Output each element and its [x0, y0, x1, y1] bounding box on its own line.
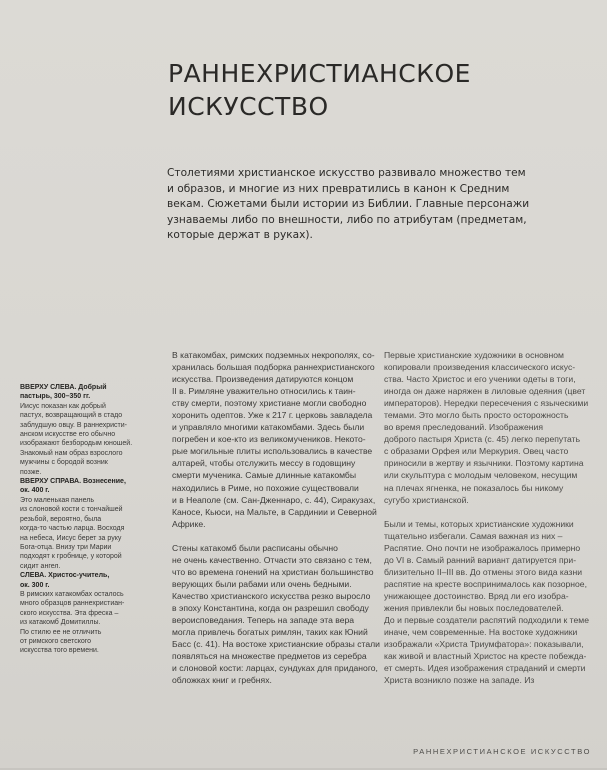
caption-heading-line: ВВЕРХУ СЛЕВА. Добрый [20, 384, 107, 391]
body-line: могла привлечь богатых римлян, таких как Юний [172, 627, 368, 638]
body-line: или скульптура с молодым человеком, несущим [384, 470, 578, 481]
caption-heading-line: ок. 300 г. [20, 581, 50, 589]
paragraph-gap [384, 506, 592, 518]
body-line: и управляло многими катакомбами. Здесь были [172, 422, 365, 433]
caption-text-line: из катакомб Домитиллы. [20, 619, 101, 627]
body-line: сугубо христианской. [384, 494, 469, 505]
body-line: ства. Часто Христос и его ученики одеты в тоги, [384, 374, 576, 385]
body-line: искусства. Произведения датируются концом [172, 374, 354, 385]
body-line: близительно II–III вв. До отмены этого вида казни [384, 566, 583, 577]
body-line: рые могильные плиты использовались в качестве [172, 446, 373, 457]
body-line: II в. Римляне уважительно относились к таин- [172, 386, 356, 397]
caption-text-line: Знакомый нам образ взрослого [20, 449, 123, 457]
body-line: унижающее достоинство. Вряд ли его изобра- [384, 590, 569, 601]
body-line: жения привлекли бы новых последователей. [384, 602, 564, 613]
running-footer: РАННЕХРИСТИАНСКОЕ ИСКУССТВО [413, 747, 591, 756]
body-line: с образами Орфея или Меркурия. Овец часто [384, 446, 569, 457]
body-line: иногда он даже наряжен в лиловые одеяния (цвет [384, 386, 586, 397]
page-title [168, 57, 568, 123]
caption-text-line: много образцов раннехристиан- [20, 600, 125, 608]
caption-heading-line: ВВЕРХУ СПРАВА. Вознесение, [20, 478, 126, 486]
paragraph-gap [172, 530, 380, 542]
caption-top-left [20, 383, 140, 477]
body-line: обложках книг и гребнях. [172, 675, 272, 686]
body-line: не очень качественно. Отчасти это связано с тем, [172, 554, 372, 565]
body-line: изображали «Христа Триумфатора»: показывали, [384, 639, 584, 650]
caption-text-line: когда-то частью ларца. Восходя [20, 525, 125, 533]
caption-text-line: из слоновой кости с тончайшей [20, 506, 123, 514]
caption-text-line: от римского светского [20, 637, 92, 645]
body-line: погребен и кое-кто из великомучеников. Некото- [172, 434, 366, 445]
caption-text-line: заблудшую овцу. В раннехристи- [20, 421, 127, 429]
body-line: ству смерти, поэтому христиане могли свободно [172, 398, 367, 409]
caption-heading [20, 571, 140, 590]
caption-text-line: анском искусстве его обычно [20, 431, 116, 439]
body-line: Африке. [172, 518, 206, 529]
body-line: алтарей, чтобы отслужить мессу в годовщину [172, 458, 356, 469]
body-line: приносили в жертву и язычники. Поэтому картина [384, 458, 584, 469]
body-line: ет смерть. Идея изображения страданий и смерти [384, 663, 586, 674]
body-line: императоров). Нередки пересечения с языческими [384, 398, 589, 409]
caption-text-line: изображают безбородым юношей. [20, 440, 133, 448]
caption-text-line: искусства того времени. [20, 647, 99, 655]
body-line: тщательно избегали. Самая важная из них – [384, 530, 563, 541]
body-line: Качество христианского искусства резко выросло [172, 590, 371, 601]
body-line: Христа возникло позже на западе. Из [384, 675, 535, 686]
body-line: вероисповедания. Теперь на западе эта вера [172, 614, 355, 625]
intro-paragraph [167, 166, 539, 244]
title-line: РАННЕХРИСТИАНСКОЕ [168, 58, 471, 88]
body-line: Стены катакомб были расписаны обычно [172, 542, 338, 553]
body-line: Первые христианские художники в основном [384, 350, 564, 360]
intro-line: которые держат в руках). [167, 229, 313, 242]
caption-text-line: Иисус показан как добрый [20, 402, 106, 410]
body-line: верующих были рабами или очень бедными. [172, 578, 352, 589]
title-line: ИСКУССТВО [168, 91, 329, 121]
caption-heading [20, 383, 140, 402]
body-line: находились в Риме, но похожие существовали [172, 482, 359, 493]
caption-text-line: В римских катакомбах осталось [20, 590, 124, 598]
caption-text-line: По стилю ее не отличить [20, 628, 102, 636]
caption-text-line: на небеса, Иисус берет за руку [20, 534, 122, 542]
body-line: В катакомбах, римских подземных некрополях, со- [172, 350, 375, 360]
intro-line: узнаваемы либо по внешности, либо по атрибутам (предметам, [167, 213, 527, 226]
body-line: Распятие. Оно почти не изображалось примерно [384, 542, 581, 553]
body-line: Были и темы, которых христианские художники [384, 518, 574, 529]
body-line: в эпоху Константина, когда он разрешил свободу [172, 602, 369, 613]
caption-heading-line: пастырь, 300–350 гг. [20, 393, 91, 401]
body-line: копировали произведения классического искус- [384, 362, 576, 373]
intro-line: и образов, и многие из них превратились в канон к Средним [167, 182, 510, 195]
intro-line: векам. Сюжетами были истории из Библии. Главные персонажи [167, 198, 530, 211]
body-line: распятие на кресте воспринималось как позорное, [384, 578, 587, 589]
caption-text-line: сидит ангел. [20, 562, 61, 570]
caption-text-line: резьбой, вероятно, была [20, 515, 102, 523]
caption-text-line: пастух, возвращающий в стадо [20, 412, 123, 420]
body-line: доброго пастыря Христа (с. 45) легко перепутать [384, 434, 581, 445]
body-line: появляться на множестве предметов из серебра [172, 651, 367, 662]
body-line: иначе, чем современные. На востоке художники [384, 627, 578, 638]
caption-text-line: подходят к гробнице, у которой [20, 553, 122, 561]
body-line: Каносе, Кьюси, на Мальте, в Сардинии и Северной [172, 506, 377, 517]
intro-line: Столетиями христианское искусство развивало множество тем [167, 167, 526, 179]
body-line: До и первые создатели распятий подходили к теме [384, 614, 589, 625]
body-column-left [172, 349, 380, 686]
body-line: Басс (с. 41). На востоке христианские образы стали [172, 639, 380, 650]
caption-text-line: Бога-отца. Внизу три Марии [20, 543, 112, 551]
body-line: хранилась большая подборка раннехристианского [172, 362, 375, 373]
caption-text-line: ского искусства. Эта фреска – [20, 609, 119, 617]
body-line: и слоновой кости: ларцах, сундуках для приданого, [172, 663, 378, 674]
caption-heading-line: СЛЕВА. Христос-учитель, [20, 572, 110, 580]
body-line: хоронить одептов. Уже к 217 г. церковь завладела [172, 410, 373, 421]
caption-heading [20, 477, 140, 496]
body-line: на плечах ягненка, не показалось бы никому [384, 482, 564, 493]
body-line: темами. Это могло быть просто осторожность [384, 410, 569, 421]
body-line: что во времена гонений на христиан большинство [172, 566, 374, 577]
body-line: смерти мученика. Самые длинные катакомбы [172, 470, 357, 481]
caption-text-line: позже. [20, 468, 42, 476]
caption-text-line: мужчины с бородой возник [20, 459, 108, 467]
caption-top-right [20, 477, 140, 571]
caption-heading-line: ок. 400 г. [20, 487, 50, 495]
caption-text-line: Это маленькая панель [20, 496, 94, 504]
caption-left [20, 571, 140, 656]
body-line: и в Неаполе (см. Сан-Дженнаро, с. 44), Сиракузах, [172, 494, 376, 505]
image-captions-sidebar [20, 383, 140, 656]
body-line: как живой и властный Христос на кресте побежда- [384, 651, 587, 662]
body-line: во время преследований. Изображения [384, 422, 543, 433]
body-column-right [384, 349, 592, 686]
body-line: до VI в. Самый ранний вариант датируется при- [384, 554, 577, 565]
